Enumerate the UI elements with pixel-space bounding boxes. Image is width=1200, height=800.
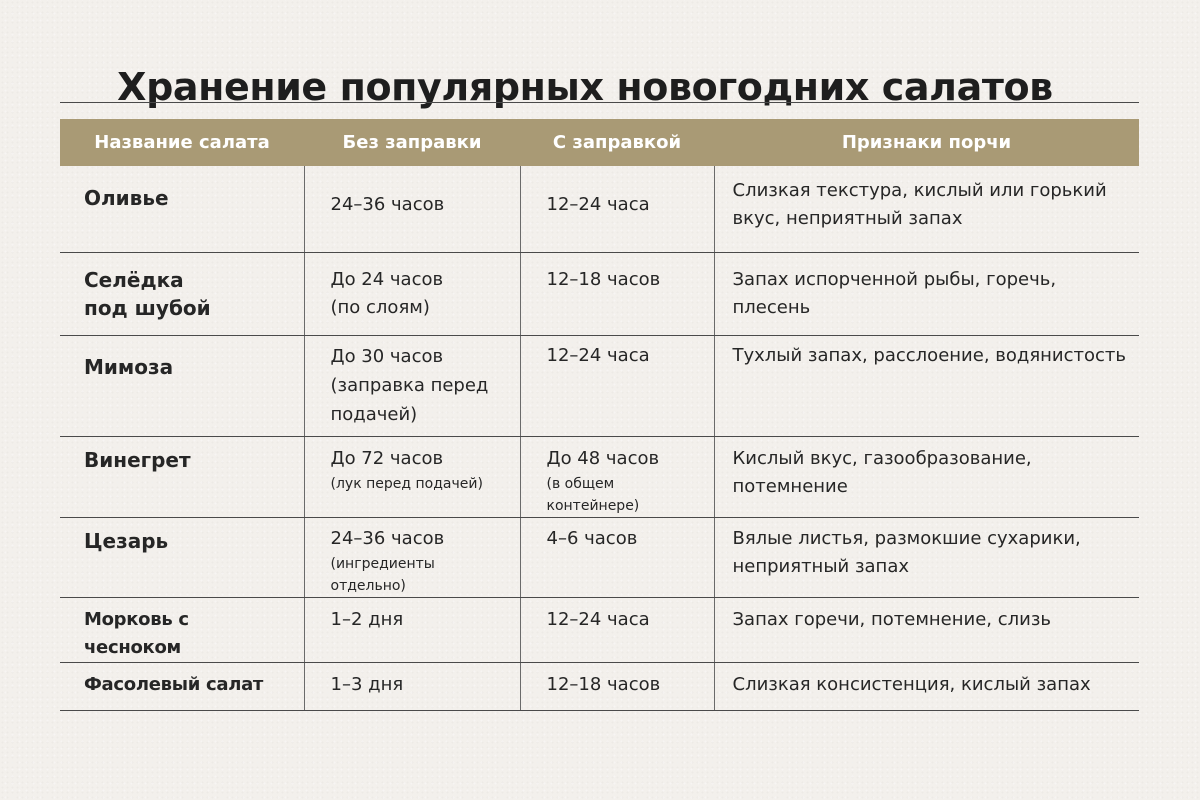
with-dressing-cell [520, 252, 714, 335]
salad-name: Винегрет [84, 447, 191, 472]
with-dressing-cell [520, 517, 714, 597]
spoilage-text: Тухлый запах, расслоение, водянистость [732, 344, 1127, 366]
spoilage-text: Кислый вкус, газообразование, потемнение [732, 447, 1032, 497]
header-with-dressing: С заправкой [520, 119, 714, 166]
salad-name: Оливье [84, 186, 169, 210]
spoilage-text: Вялые листья, размокшие сухарики, неприятный запах [732, 527, 1081, 577]
spoilage-cell [714, 436, 1139, 517]
with-dressing-value: 12–24 часа [546, 608, 650, 630]
without-dressing-note: (ингредиенты отдельно) [330, 555, 435, 594]
without-dressing-cell [304, 252, 520, 335]
table-row [60, 662, 1139, 710]
spoilage-cell [714, 662, 1139, 710]
salad-name-cell [60, 662, 304, 710]
header-spoilage-signs: Признаки порчи [714, 119, 1139, 166]
salad-name-cell [60, 597, 304, 662]
header-salad-name: Название салата [60, 119, 304, 166]
spoilage-cell [714, 517, 1139, 597]
without-dressing-cell [304, 436, 520, 517]
salad-name-line-2: под шубой [84, 295, 211, 320]
without-dressing-note: (лук перед подачей) [330, 475, 483, 492]
spoilage-text: Слизкая текстура, кислый или горький вкус, неприятный запах [732, 180, 1107, 229]
with-dressing-value: До 48 часов [546, 447, 660, 469]
salad-name: Морковь с чесноком [84, 608, 189, 658]
without-dressing-cell [304, 166, 520, 252]
spoilage-cell [714, 597, 1139, 662]
header-without-dressing: Без заправки [304, 119, 520, 166]
spoilage-cell [714, 252, 1139, 335]
without-dressing-value: 1–3 дня [330, 673, 404, 695]
table-row [60, 517, 1139, 597]
without-dressing-cell [304, 335, 520, 436]
spoilage-cell [714, 166, 1139, 252]
without-dressing-value: До 24 часов [330, 268, 444, 290]
salad-storage-table [60, 119, 1139, 711]
salad-name-line-1: Селёдка [84, 267, 184, 292]
without-dressing-cell [304, 662, 520, 710]
title-divider [60, 102, 1139, 103]
salad-name-cell [60, 436, 304, 517]
with-dressing-value: 12–24 часа [546, 344, 650, 366]
without-dressing-value: До 72 часов [330, 447, 444, 469]
table-row [60, 166, 1139, 252]
table-row [60, 597, 1139, 662]
spoilage-cell [714, 335, 1139, 436]
with-dressing-cell [520, 436, 714, 517]
salad-name: Мимоза [84, 354, 174, 379]
with-dressing-note: (в общем контейнере) [546, 475, 640, 514]
spoilage-text: Запах горечи, потемнение, слизь [732, 608, 1052, 630]
table-body [60, 166, 1139, 710]
without-dressing-value: До 30 часов [330, 345, 444, 367]
salad-name-cell [60, 252, 304, 335]
table-header [60, 119, 1139, 166]
page-title: Хранение популярных новогодних салатов [117, 65, 1053, 110]
with-dressing-value: 12–24 часа [546, 194, 650, 215]
spoilage-text: Запах испорченной рыбы, горечь, плесень [732, 268, 1057, 318]
without-dressing-value: 24–36 часов [330, 527, 445, 549]
salad-name-cell [60, 335, 304, 436]
table-row [60, 335, 1139, 436]
without-dressing-note: (заправка перед подачей) [330, 374, 489, 425]
without-dressing-value: 24–36 часов [330, 194, 445, 215]
table-row [60, 436, 1139, 517]
header-row [60, 119, 1139, 166]
with-dressing-value: 12–18 часов [546, 268, 661, 290]
spoilage-text: Слизкая консистенция, кислый запах [732, 673, 1091, 695]
table-row [60, 252, 1139, 335]
salad-name-cell [60, 517, 304, 597]
with-dressing-cell [520, 166, 714, 252]
salad-name: Цезарь [84, 528, 169, 553]
with-dressing-cell [520, 597, 714, 662]
without-dressing-cell [304, 597, 520, 662]
without-dressing-value: 1–2 дня [330, 608, 404, 630]
with-dressing-value: 12–18 часов [546, 673, 661, 695]
salad-name: Фасолевый салат [84, 673, 264, 695]
salad-name-cell [60, 166, 304, 252]
without-dressing-cell [304, 517, 520, 597]
with-dressing-value: 4–6 часов [546, 527, 638, 549]
with-dressing-cell [520, 335, 714, 436]
with-dressing-cell [520, 662, 714, 710]
without-dressing-note: (по слоям) [330, 296, 430, 318]
